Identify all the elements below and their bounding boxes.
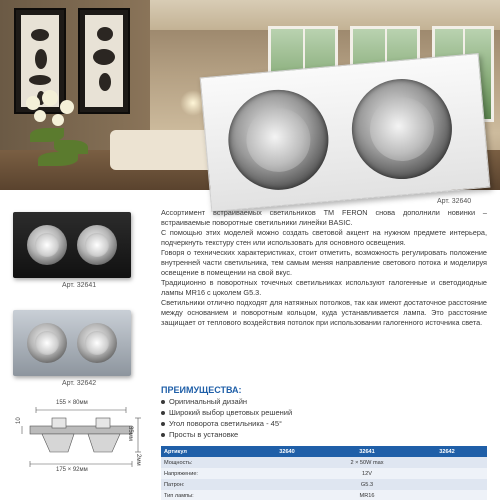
fixture-ring-right [77, 225, 117, 265]
list-item: Угол поворота светильника - 45° [161, 419, 481, 430]
description-paragraph: Ассортимент встраиваемых светильников TM FERON снова дополнили новинки – встраиваемые поворотные светильники линейки BASIC. [161, 208, 487, 227]
table-cell-value: 12V [247, 468, 487, 479]
fixture-ring-left [27, 225, 67, 265]
table-cell-label: Тип лампы: [161, 490, 247, 500]
advantages-list [161, 397, 481, 441]
photo-orchid-plant [20, 88, 100, 178]
list-item: Оригинальный дизайн [161, 397, 481, 408]
table-cell-value: 2 × 50W max [247, 457, 487, 468]
table-cell-value: G5.3 [247, 479, 487, 490]
dimension-top: 155 × 80мм [56, 400, 88, 406]
bullet-icon [161, 400, 165, 404]
dimension-bottom: 175 × 92мм [56, 467, 88, 473]
dimension-height: 35мм [127, 426, 133, 441]
table-header-cell: 32641 [327, 446, 407, 457]
bullet-icon [161, 422, 165, 426]
fixture-ring-right [77, 323, 117, 363]
table-row [161, 479, 487, 490]
product-image-32641 [13, 212, 131, 278]
table-row [161, 490, 487, 500]
bullet-icon [161, 411, 165, 415]
table-cell-label: Мощность: [161, 457, 247, 468]
table-header-row [161, 446, 487, 457]
article-label-32641: Арт. 32641 [62, 282, 97, 289]
list-item: Широкий выбор цветовых решений [161, 408, 481, 419]
technical-drawing [16, 400, 146, 480]
table-header-cell: 32642 [407, 446, 487, 457]
table-cell-label: Напряжение: [161, 468, 247, 479]
fixture-ring-left [224, 86, 332, 194]
table-row [161, 457, 487, 468]
bullet-icon [161, 433, 165, 437]
table-cell-value: MR16 [247, 490, 487, 500]
description-paragraph: Традиционно в поворотных точечных светильниках используют галогенные и светодиодные лампы MR16 с цоколем G5.3. [161, 277, 487, 297]
article-label-32642: Арт. 32642 [62, 380, 97, 387]
specs-table [161, 446, 487, 500]
dimension-left: 10 [16, 417, 22, 424]
fixture-ring-right [348, 75, 456, 183]
list-item: Просты в установке [161, 430, 481, 441]
table-cell-label: Патрон: [161, 479, 247, 490]
fixture-ring-left [27, 323, 67, 363]
description-paragraph: Светильники отлично подходят для натяжных потолков, так как имеют достаточное расстояние между основанием и поворотным кольцом, куда устанавливается лампа. Это расстояние защищает от теплового воздействия потолок при использовании галогенного источника света. [161, 297, 487, 327]
product-description [161, 208, 487, 328]
article-label-32640: Арт. 32640 [437, 198, 472, 205]
table-row [161, 468, 487, 479]
description-paragraph: С помощью этих моделей можно создать световой акцент на нужном предмете интерьера, подчеркнуть текстуру стен или использовать для основного освещения. [161, 227, 487, 247]
table-header-cell: 32640 [247, 446, 327, 457]
dimension-rim: 2мм [135, 454, 141, 466]
table-header-cell: Артикул [161, 446, 247, 457]
description-paragraph: Говоря о технических характеристиках, стоит отметить, возможность регулировать положение внутренней части светильника, тем самым меняя направление светового потока и моделируя освещение в помещении на свой вкус. [161, 247, 487, 277]
advantages-title: ПРЕИМУЩЕСТВА: [161, 385, 242, 395]
product-image-32640 [200, 53, 491, 212]
product-image-32642 [13, 310, 131, 376]
